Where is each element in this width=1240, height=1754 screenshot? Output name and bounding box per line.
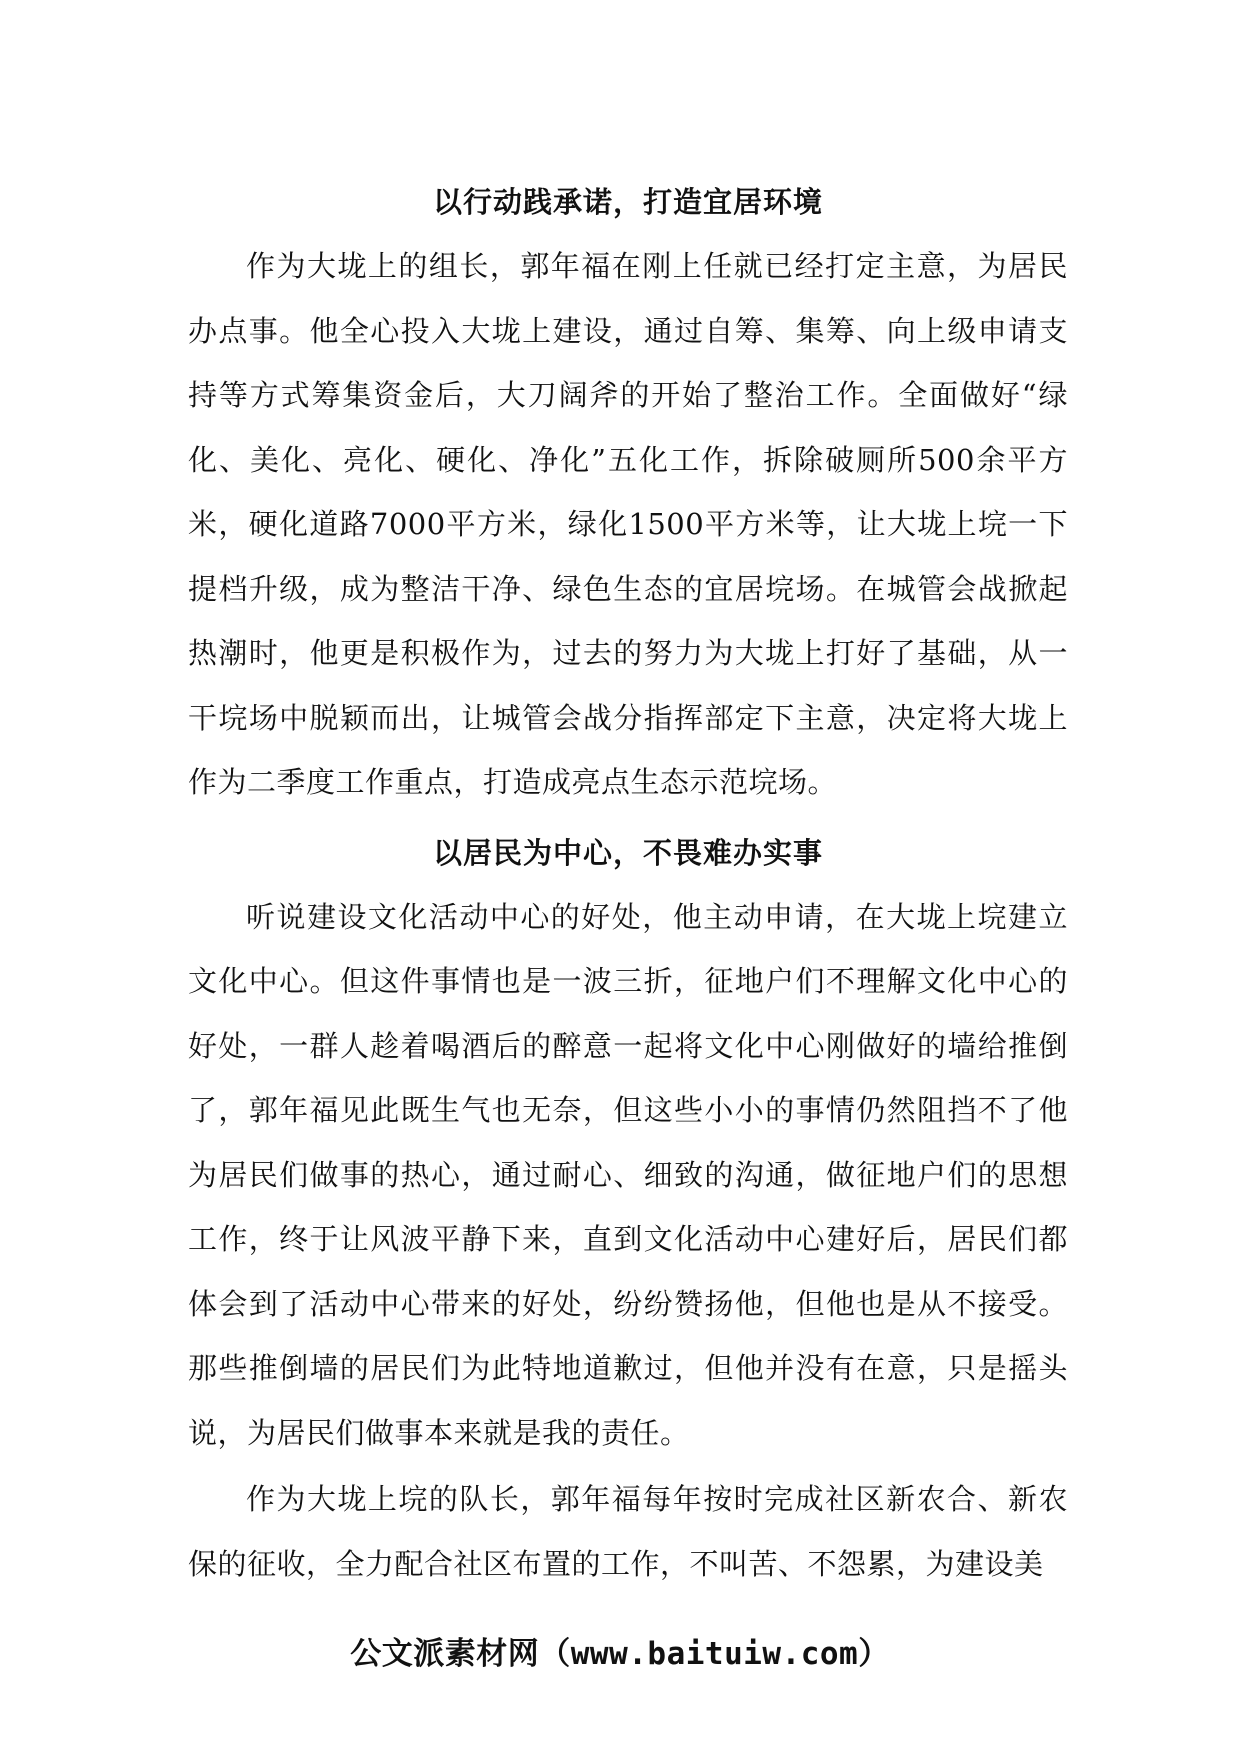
section-2-paragraph-2: 作为大垅上垸的队长，郭年福每年按时完成社区新农合、新农保的征收，全力配合社区布置的工作，不叫苦、不怨累，为建设美 (188, 1482, 1068, 1581)
section-2-paragraph-1: 听说建设文化活动中心的好处，他主动申请，在大垅上垸建立文化中心。但这件事情也是一波三折，征地户们不理解文化中心的好处，一群人趁着喝酒后的醉意一起将文化中心刚做好的墙给推倒了，郭年福见此既生气也无奈，但这些小小的事情仍然阻挡不了他为居民们做事的热心，通过耐心、细致的沟通，做征地户们的思想工作，终于让风波平静下来，直到文化活动中心建好后，居民们都体会到了活动中心带来的好处，纷纷赞扬他，但他也是从不接受。那些推倒墙的居民们为此特地道歉过，但他并没有在意，只是摇头说，为居民们做事本来就是我的责任。 (188, 899, 1068, 1450)
document-body (188, 170, 1068, 1596)
section-1-paragraph-1: 作为大垅上的组长，郭年福在刚上任就已经打定主意，为居民办点事。他全心投入大垅上建设，通过自筹、集筹、向上级申请支持等方式筹集资金后，大刀阔斧的开始了整治工作。全面做好“绿化、美化、亮化、硬化、净化”五化工作，拆除破厕所500余平方米，硬化道路7000平方米，绿化1500平方米等，让大垅上垸一下提档升级，成为整洁干净、绿色生态的宜居垸场。在城管会战掀起热潮时，他更是积极作为，过去的努力为大垅上打好了基础，从一干垸场中脱颖而出，让城管会战分指挥部定下主意，决定将大垅上作为二季度工作重点，打造成亮点生态示范垸场。 (188, 249, 1068, 799)
footer-watermark: 公文派素材网（www.baituiw.com） (350, 1636, 890, 1672)
section-heading-2: 以居民为中心，不畏难办实事 (432, 835, 823, 870)
section-heading-1: 以行动践承诺，打造宜居环境 (432, 185, 823, 219)
